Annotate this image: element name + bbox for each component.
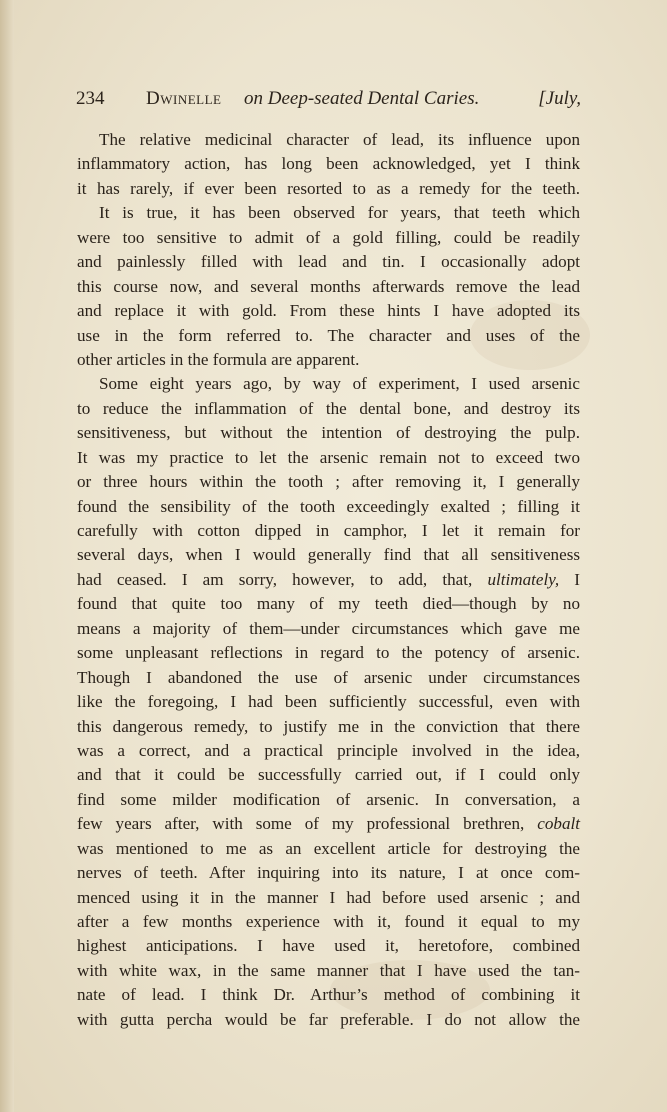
text-line [77,666,580,690]
text-line-content: sensitiveness, but without the intention of destroying the pulp. [77,423,580,443]
text-line [77,177,580,201]
text-line-content: this dangerous remedy, to justify me in the conviction that there [77,716,580,736]
text-line [77,201,580,225]
text-line-content: few years after, with some of my professional brethren, [77,814,538,834]
text-line [77,592,580,616]
text-line-content: had ceased. I am sorry, however, to add, that, [77,569,488,589]
text-line-content: several days, when I would generally find that all sensitiveness [77,545,580,565]
text-line [77,470,580,494]
body-text [77,128,580,1032]
text-line-content: nate of lead. I think Dr. Arthur’s method of combining it [77,985,580,1005]
text-line-content: menced using it in the manner I had before used arsenic ; and [77,887,580,907]
text-line [77,861,580,885]
text-line-content: It was my practice to let the arsenic remain not to exceed two [77,447,580,467]
text-line [77,910,580,934]
text-line-content: The relative medicinal character of lead, its influence upon [99,130,580,149]
text-line [77,788,580,812]
text-line [77,226,580,250]
text-line [77,543,580,567]
text-line-content: this course now, and several months afterwards remove the lead [77,276,580,296]
text-line [77,983,580,1007]
italic-emphasis: ultimately, [487,569,560,589]
text-line-content: or three hours within the tooth ; after removing it, I generally [77,472,580,492]
text-line [77,837,580,861]
text-line-content: highest anticipations. I have used it, heretofore, combined [77,936,580,956]
text-line [77,886,580,910]
text-line [77,299,580,323]
text-line-content: like the foregoing, I had been sufficiently successful, even with [77,692,580,712]
text-line [77,690,580,714]
text-line-content: means a majority of them—under circumstances which gave me [77,618,580,638]
text-line-content: other articles in the formula are apparent. [77,349,360,369]
text-line [77,128,580,152]
text-line [77,324,580,348]
text-line-content: nerves of teeth. After inquiring into its nature, I at once com- [77,863,580,883]
text-line [77,152,580,176]
text-line-content: and painlessly filled with lead and tin. I occasionally adopt [77,252,580,272]
text-line [77,372,580,396]
text-line [77,641,580,665]
text-line-content: and that it could be successfully carried out, if I could only [77,765,580,785]
text-line-content: carefully with cotton dipped in camphor, I let it remain for [77,521,580,540]
text-line [77,495,580,519]
text-line [77,715,580,739]
text-line-content: and replace it with gold. From these hints I have adopted its [77,301,580,321]
text-line [77,812,580,836]
text-line [77,275,580,299]
running-head-date: [July, [538,88,581,109]
text-line-content: after a few months experience with it, found it equal to my [77,912,580,931]
text-line-content: with gutta percha would be far preferable. I do not allow the [77,1009,580,1029]
text-line-content: to reduce the inflammation of the dental bone, and destroy its [77,398,580,418]
text-line-content: It is true, it has been observed for years, that teeth which [99,203,580,223]
text-line [77,397,580,421]
text-line [77,1008,580,1032]
running-head-author: Dwinelle [146,88,222,109]
text-line-content: found the sensibility of the tooth exceedingly exalted ; filling it [77,496,580,516]
text-line-content: was mentioned to me as an excellent article for destroying the [77,838,580,858]
italic-emphasis: cobalt [537,814,580,834]
text-line [77,934,580,958]
text-line-content: with white wax, in the same manner that I have used the tan- [77,960,580,980]
text-line-content: it has rarely, if ever been resorted to as a remedy for the teeth. [77,178,580,198]
text-line-content: find some milder modification of arsenic. In conversation, a [77,789,580,809]
text-line-content: Some eight years ago, by way of experiment, I used arsenic [99,374,580,394]
text-line-content: use in the form referred to. The character and uses of the [77,325,580,345]
text-line [77,519,580,543]
text-line-content: Though I abandoned the use of arsenic under circumstances [77,667,580,687]
running-head [76,88,581,118]
page-number: 234 [76,88,105,109]
text-line [77,959,580,983]
text-line [77,763,580,787]
text-line [77,617,580,641]
text-line-content: inflammatory action, has long been acknowledged, yet I think [77,154,580,174]
text-line-content: found that quite too many of my teeth died—though by no [77,594,580,614]
text-line [77,739,580,763]
text-line [77,568,580,592]
text-line-content: were too sensitive to admit of a gold filling, could be readily [77,227,580,247]
text-line [77,421,580,445]
text-line [77,250,580,274]
text-line [77,446,580,470]
text-line-content: was a correct, and a practical principle involved in the idea, [77,740,580,760]
running-head-title: on Deep-seated Dental Caries. [244,88,480,109]
page-gutter-shadow [0,0,14,1112]
text-line-content: some unpleasant reflections in regard to the potency of arsenic. [77,643,580,663]
text-line-content: I [559,569,580,589]
text-line [77,348,580,372]
